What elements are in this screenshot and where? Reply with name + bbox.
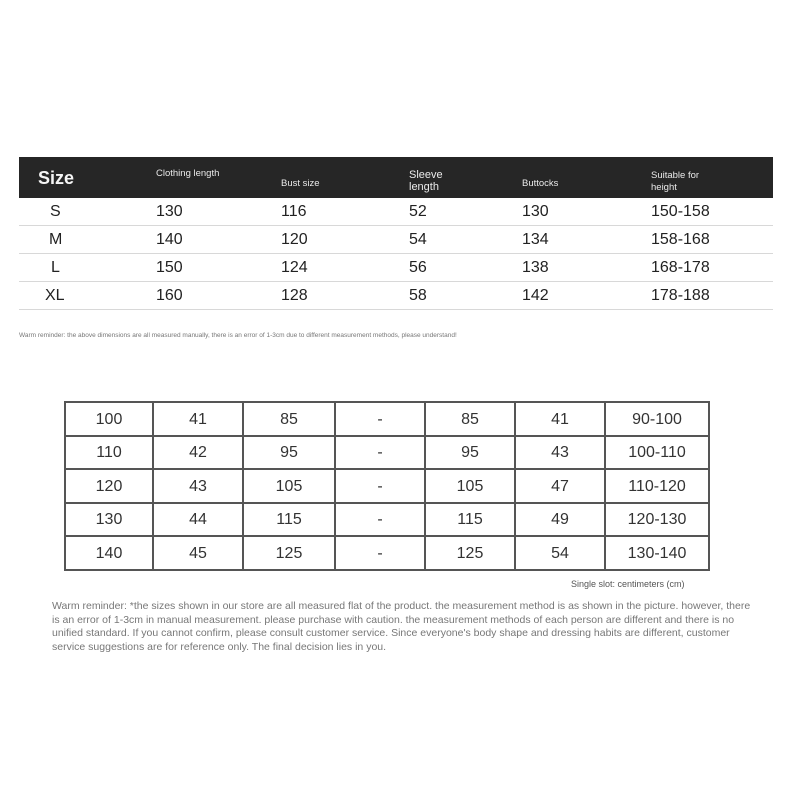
grid-cell: 41 [551,410,569,428]
grid-cell: 110 [96,443,122,461]
grid-cell: 95 [461,443,479,461]
measurement-reminder: Warm reminder: the above dimensions are all measured manually, there is an error of 1-3cm due to different measurement methods, please understand! [19,332,457,339]
grid-cell: - [377,477,383,495]
size-cell: L [51,259,60,276]
header-sleeve-length: Sleeve length [409,169,443,193]
table-row [66,470,708,503]
buttocks-cell: 134 [522,231,549,248]
grid-cell: 47 [551,477,569,495]
header-buttocks: Buttocks [522,178,559,189]
warm-reminder-paragraph: Warm reminder: *the sizes shown in our store are all measured flat of the product. the measurement method is as shown in the picture. however, there is an error of 1-3cm in manual measurement. please purchase with caution. the measurement methods of each person are different and there is no unified standard. If you cannot confirm, please consult customer service. Since everyone's body shape and dressing habits are different, customer service suggestions are for reference only. The final decision lies in you. [52,600,751,653]
sleeve-length-cell: 58 [409,287,427,304]
table-row [66,436,708,469]
table-row [19,198,773,226]
grid-cell: - [377,443,383,461]
header-bust-size: Bust size [281,178,320,189]
grid-cell: 49 [551,510,569,528]
header-suitable-height: Suitable for height [651,170,700,193]
grid-cell: 54 [551,544,569,562]
bust-size-cell: 120 [281,231,308,248]
grid-cell: 110-120 [628,477,686,495]
sleeve-length-cell: 54 [409,231,427,248]
grid-cell: 45 [189,544,207,562]
size-cell: M [49,231,63,248]
bust-size-cell: 128 [281,287,308,304]
grid-cell: 95 [280,443,298,461]
grid-cell: 85 [461,410,479,428]
header-size: Size [38,168,75,188]
sleeve-length-cell: 56 [409,259,427,276]
grid-cell: 120-130 [627,510,687,528]
buttocks-cell: 142 [522,287,549,304]
grid-cell: 90-100 [632,410,682,428]
unit-note: Single slot: centimeters (cm) [571,579,685,589]
buttocks-cell: 130 [522,203,549,220]
grid-cell: 44 [189,510,207,528]
grid-cell: - [377,544,383,562]
height-cell: 178-188 [651,287,710,304]
height-cell: 168-178 [651,259,710,276]
grid-cell: 125 [275,544,303,562]
table-row [66,537,708,570]
grid-cell: 42 [189,443,207,461]
grid-cell: 115 [276,510,302,528]
header-clothing-length: Clothing length [156,168,220,179]
clothing-length-cell: 140 [156,231,183,248]
table-row [19,282,773,310]
bust-size-cell: 124 [281,259,308,276]
size-cell: S [50,203,61,220]
grid-cell: - [377,510,383,528]
table-row [19,226,773,254]
grid-cell: 130 [95,510,123,528]
clothing-length-cell: 160 [156,287,183,304]
buttocks-cell: 138 [522,259,549,276]
grid-cell: 130-140 [627,544,687,562]
clothing-length-cell: 130 [156,203,183,220]
grid-cell: 125 [456,544,484,562]
sleeve-length-cell: 52 [409,203,427,220]
table-row [66,503,708,536]
grid-cell: 115 [457,510,483,528]
grid-cell: 120 [95,477,123,495]
grid-cell: 105 [275,477,303,495]
size-cell: XL [45,287,65,304]
grid-cell: 43 [551,443,569,461]
grid-cell: 140 [95,544,123,562]
grid-size-table [64,401,710,571]
size-chart-table [19,157,773,310]
height-cell: 158-168 [651,231,710,248]
grid-cell: 105 [456,477,484,495]
grid-cell: 41 [189,410,207,428]
grid-cell: 43 [189,477,207,495]
grid-cell: 100-110 [628,443,686,461]
height-cell: 150-158 [651,203,710,220]
table-row [19,254,773,282]
grid-cell: 85 [280,410,298,428]
grid-cell: - [377,410,383,428]
table-row [66,403,708,436]
grid-cell: 100 [95,410,123,428]
bust-size-cell: 116 [281,203,307,220]
clothing-length-cell: 150 [156,259,183,276]
size-chart-header [19,157,773,198]
